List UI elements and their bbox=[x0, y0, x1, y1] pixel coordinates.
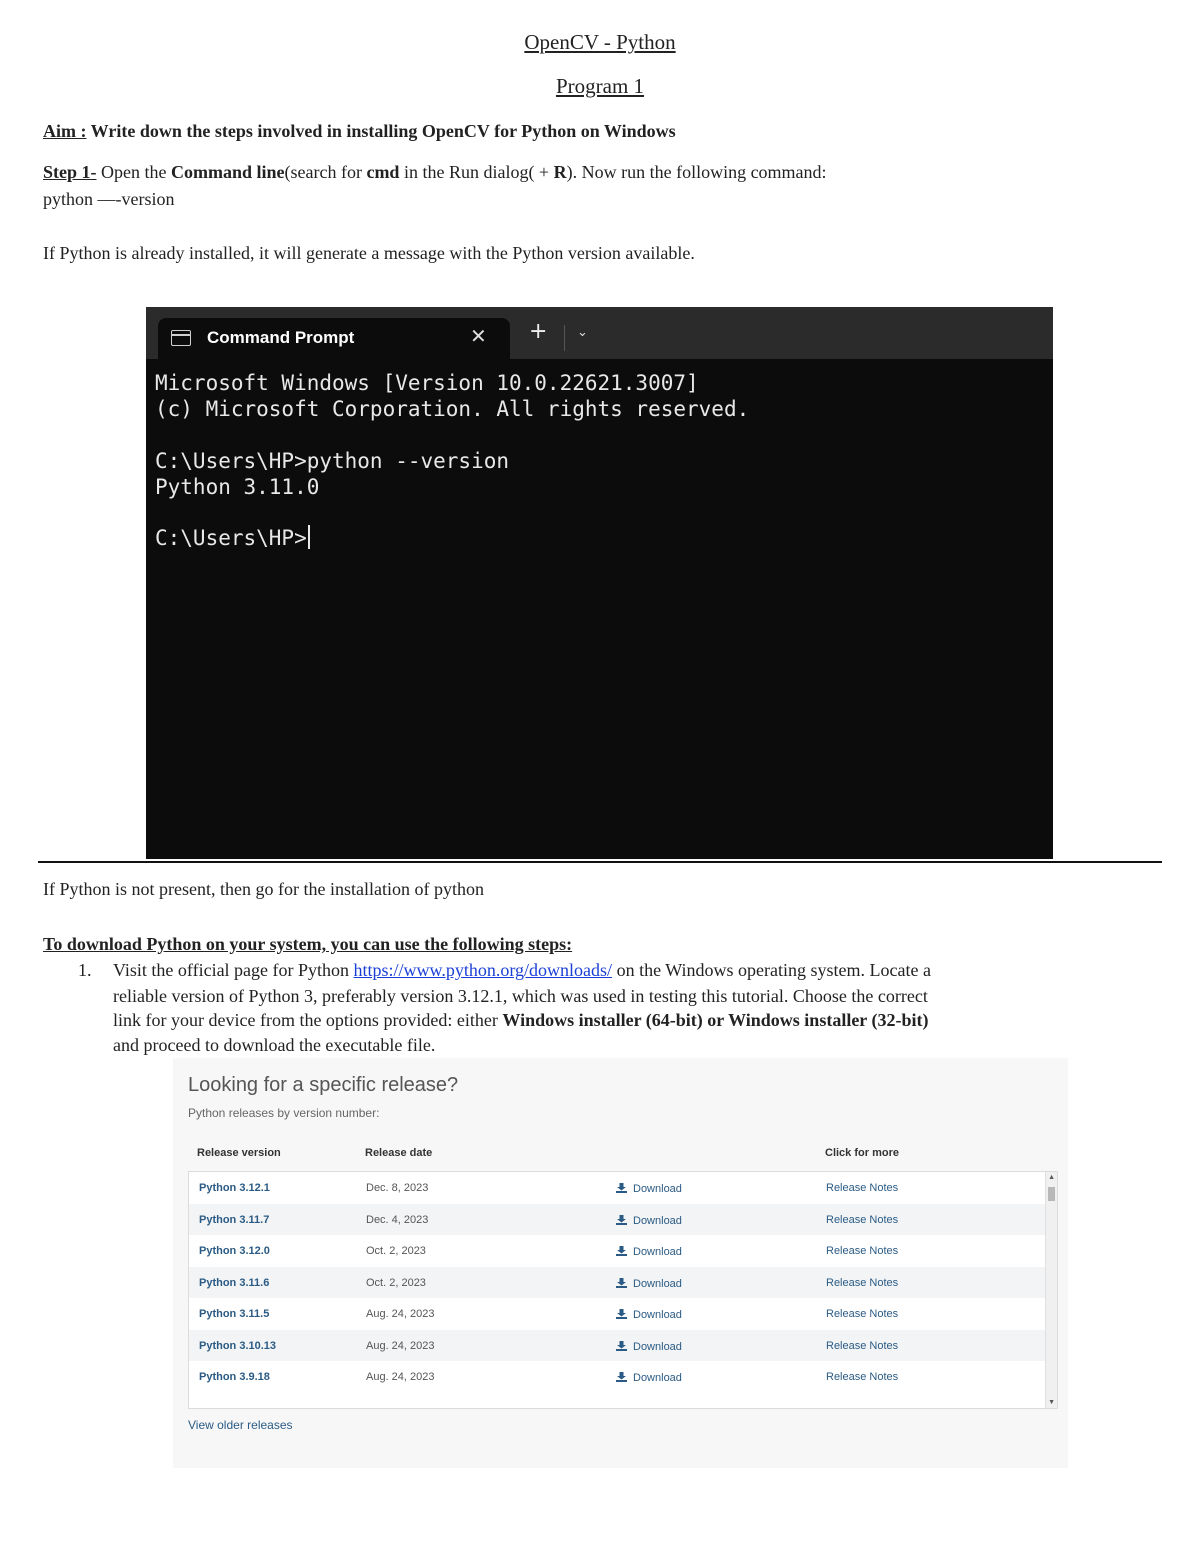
release-version-link[interactable]: Python 3.12.1 bbox=[199, 1182, 270, 1194]
header-click-for-more: Click for more bbox=[825, 1147, 899, 1159]
step1-text: (search for bbox=[284, 162, 367, 182]
step1-command: python —-version bbox=[43, 189, 175, 209]
terminal-line: C:\Users\HP> bbox=[155, 526, 307, 550]
download-link[interactable] bbox=[616, 1245, 682, 1258]
release-notes-link[interactable]: Release Notes bbox=[826, 1339, 899, 1352]
download-icon bbox=[616, 1309, 627, 1319]
download-link[interactable] bbox=[616, 1214, 682, 1227]
releases-subtitle: Python releases by version number: bbox=[188, 1106, 380, 1120]
terminal-line: Microsoft Windows [Version 10.0.22621.3007] bbox=[155, 371, 699, 395]
download-icon bbox=[616, 1246, 627, 1256]
table-row bbox=[189, 1204, 1045, 1235]
python-releases-panel bbox=[173, 1058, 1068, 1468]
aim-paragraph bbox=[43, 118, 676, 144]
terminal-line: Python 3.11.0 bbox=[155, 475, 320, 499]
horizontal-rule bbox=[38, 861, 1162, 863]
release-notes-link[interactable]: Release Notes bbox=[826, 1371, 899, 1383]
list-item-text: link for your device from the options provided: either bbox=[113, 1010, 503, 1030]
release-version-link[interactable]: Python 3.10.13 bbox=[199, 1339, 277, 1352]
release-version-link[interactable]: Python 3.12.0 bbox=[199, 1245, 270, 1257]
list-item-line: and proceed to download the executable file. bbox=[113, 1035, 436, 1055]
release-notes-link[interactable]: Release Notes bbox=[826, 1245, 899, 1257]
view-older-releases-link[interactable]: View older releases bbox=[188, 1418, 293, 1432]
table-row bbox=[189, 1267, 1045, 1298]
step1-bold-r: R bbox=[553, 162, 567, 182]
release-version-link[interactable]: Python 3.11.5 bbox=[199, 1308, 270, 1320]
titlebar-divider bbox=[564, 325, 565, 351]
terminal-line: (c) Microsoft Corporation. All rights reserved. bbox=[155, 397, 750, 421]
download-icon bbox=[616, 1341, 627, 1351]
scrollbar-thumb[interactable] bbox=[1048, 1187, 1055, 1201]
scroll-up-icon[interactable]: ▲ bbox=[1048, 1174, 1055, 1181]
step1-label: Step 1- bbox=[43, 162, 97, 182]
list-item-bold: Windows installer (64-bit) or Windows installer (32-bit) bbox=[502, 1010, 929, 1030]
step1-bold-command-line: Command line bbox=[170, 162, 285, 182]
download-link[interactable] bbox=[616, 1277, 682, 1290]
header-release-version: Release version bbox=[197, 1147, 281, 1159]
release-version-link[interactable]: Python 3.11.6 bbox=[199, 1276, 270, 1289]
terminal-titlebar bbox=[146, 307, 1053, 359]
download-link[interactable] bbox=[616, 1182, 682, 1195]
new-tab-icon[interactable]: + bbox=[529, 319, 548, 344]
download-label: Download bbox=[633, 1277, 682, 1290]
download-label: Download bbox=[633, 1246, 682, 1258]
scrollbar[interactable] bbox=[1045, 1172, 1057, 1408]
chevron-down-icon[interactable]: ⌄ bbox=[577, 325, 588, 340]
text-cursor bbox=[308, 525, 310, 549]
terminal-prompt[interactable] bbox=[155, 525, 310, 551]
document-title: OpenCV - Python bbox=[524, 30, 676, 54]
python-downloads-link[interactable]: https://www.python.org/downloads/ bbox=[353, 960, 613, 980]
program-title: Program 1 bbox=[555, 74, 645, 98]
aim-text: Write down the steps involved in installing OpenCV for Python on Windows bbox=[86, 121, 676, 141]
release-date: Aug. 24, 2023 bbox=[366, 1308, 435, 1320]
releases-title: Looking for a specific release? bbox=[188, 1074, 459, 1096]
download-label: Download bbox=[633, 1309, 682, 1321]
download-label: Download bbox=[633, 1183, 682, 1195]
download-icon bbox=[616, 1183, 627, 1193]
release-date: Aug. 24, 2023 bbox=[366, 1339, 435, 1352]
list-item-text: on the Windows operating system. Locate a bbox=[612, 960, 931, 980]
download-label: Download bbox=[633, 1340, 682, 1353]
list-item-text: Visit the official page for Python bbox=[113, 960, 354, 980]
terminal-tab-title: Command Prompt bbox=[207, 328, 355, 347]
releases-table[interactable] bbox=[188, 1171, 1058, 1409]
list-item-line: reliable version of Python 3, preferably version 3.12.1, which was used in testing this tutorial. Choose the correct bbox=[113, 986, 928, 1006]
release-notes-link[interactable]: Release Notes bbox=[826, 1276, 899, 1289]
step1-text: ). Now run the following command: bbox=[566, 162, 827, 182]
release-version-link[interactable]: Python 3.11.7 bbox=[199, 1213, 270, 1226]
table-row bbox=[189, 1330, 1045, 1361]
table-row bbox=[189, 1235, 1045, 1266]
download-heading: To download Python on your system, you can use the following steps: bbox=[43, 934, 573, 954]
step1-paragraph bbox=[43, 159, 827, 185]
command-prompt-window bbox=[146, 307, 1053, 859]
download-link[interactable] bbox=[616, 1308, 682, 1321]
not-present-note: If Python is not present, then go for the installation of python bbox=[43, 879, 484, 899]
release-date: Oct. 2, 2023 bbox=[366, 1276, 426, 1289]
step1-text: Open the bbox=[96, 162, 171, 182]
list-number: 1. bbox=[78, 960, 92, 980]
terminal-tab[interactable] bbox=[158, 318, 510, 359]
aim-label: Aim : bbox=[43, 121, 87, 141]
release-date: Aug. 24, 2023 bbox=[366, 1371, 435, 1383]
step1-bold-cmd: cmd bbox=[366, 162, 400, 182]
release-date: Oct. 2, 2023 bbox=[366, 1245, 426, 1257]
release-notes-link[interactable]: Release Notes bbox=[826, 1308, 899, 1320]
header-release-date: Release date bbox=[365, 1147, 433, 1159]
list-item-line bbox=[113, 1007, 928, 1033]
terminal-icon bbox=[171, 330, 191, 346]
release-date: Dec. 4, 2023 bbox=[366, 1213, 429, 1226]
scroll-down-icon[interactable]: ▼ bbox=[1048, 1399, 1055, 1406]
download-label: Download bbox=[633, 1372, 682, 1384]
step1-text: in the Run dialog( + bbox=[399, 162, 554, 182]
download-icon bbox=[616, 1215, 627, 1225]
list-item-line bbox=[113, 957, 931, 983]
download-link[interactable] bbox=[616, 1371, 682, 1384]
table-row bbox=[189, 1298, 1045, 1329]
download-icon bbox=[616, 1278, 627, 1288]
table-row bbox=[189, 1172, 1045, 1203]
terminal-line: C:\Users\HP>python --version bbox=[155, 449, 510, 473]
download-label: Download bbox=[633, 1214, 682, 1227]
table-row bbox=[189, 1361, 1045, 1392]
download-icon bbox=[616, 1372, 627, 1382]
release-notes-link[interactable]: Release Notes bbox=[826, 1213, 899, 1226]
release-version-link[interactable]: Python 3.9.18 bbox=[199, 1371, 270, 1383]
installed-note: If Python is already installed, it will generate a message with the Python version available. bbox=[43, 243, 695, 263]
release-notes-link[interactable]: Release Notes bbox=[826, 1182, 899, 1194]
release-date: Dec. 8, 2023 bbox=[366, 1182, 429, 1194]
close-icon[interactable]: ✕ bbox=[470, 324, 487, 348]
download-link[interactable] bbox=[616, 1340, 682, 1353]
